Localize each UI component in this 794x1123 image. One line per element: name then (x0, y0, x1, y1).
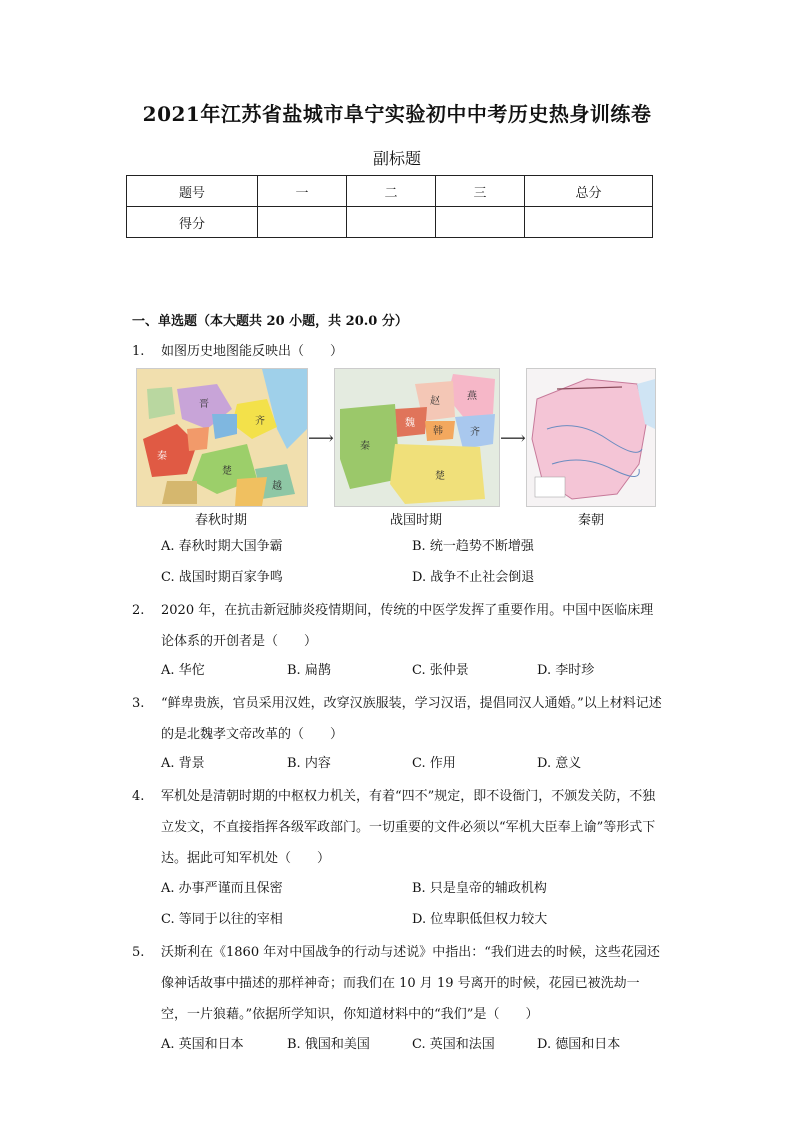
question-1-option-a[interactable]: A. 春秋时期大国争霸 (161, 539, 283, 554)
question-5-option-c[interactable]: C. 英国和法国 (412, 1037, 495, 1052)
question-3-option-a[interactable]: A. 背景 (161, 756, 205, 771)
question-5-option-b[interactable]: B. 俄国和美国 (287, 1037, 370, 1052)
question-number: 2. (132, 603, 145, 618)
question-2-option-a[interactable]: A. 华佗 (161, 663, 205, 678)
map-label-qi: 齐 (255, 416, 265, 427)
question-4-option-a[interactable]: A. 办事严谨而且保密 (161, 881, 283, 896)
map-warring-states-image (335, 369, 499, 506)
question-4-option-d[interactable]: D. 位卑职低但权力较大 (412, 912, 548, 927)
question-5-option-a[interactable]: A. 英国和日本 (161, 1037, 244, 1052)
question-stem: 军机处是清朝时期的中枢权力机关，有着“四不”规定，即不设衙门，不颁发关防，不独立发文，不直接指挥各级军政部门。一切重要的文件必须以“军机大臣奉上谕”等形式下达。据此可知军机处（ ） (161, 789, 656, 866)
question-2-option-b[interactable]: B. 扁鹊 (287, 663, 331, 678)
score-cell (436, 207, 525, 238)
map-label-chu: 楚 (222, 466, 232, 477)
question-5-option-d[interactable]: D. 德国和日本 (537, 1037, 621, 1052)
map-qin-dynasty (526, 368, 656, 507)
map-label-chu: 楚 (435, 471, 445, 482)
score-header-cell: 二 (347, 176, 436, 207)
score-header-cell: 一 (258, 176, 347, 207)
question-stem: 沃斯利在《1860 年对中国战争的行动与述说》中指出：“我们进去的时候，这些花园还像神话故事中描述的那样神奇；而我们在 10 月 19 号离开的时候，花园已被洗劫一空，一片狼藉。”依据所学知识，你知道材料中的“我们”是（ ） (161, 945, 660, 1022)
question-3-option-b[interactable]: B. 内容 (287, 756, 331, 771)
question-stem: 2020 年，在抗击新冠肺炎疫情期间，传统的中医学发挥了重要作用。中国中医临床理论体系的开创者是（ ） (161, 603, 654, 649)
arrow-icon: ⟶ (308, 428, 334, 449)
arrow-icon: ⟶ (500, 428, 526, 449)
question-4-option-b[interactable]: B. 只是皇帝的辅政机构 (412, 881, 547, 896)
map-caption-qin: 秦朝 (577, 513, 604, 528)
map-warring-states (334, 368, 500, 507)
score-header-cell: 题号 (127, 176, 258, 207)
question-stem: 如图历史地图能反映出（ ） (161, 344, 344, 359)
question-1-option-b[interactable]: B. 统一趋势不断增强 (412, 539, 534, 554)
document-subtitle: 副标题 (372, 149, 421, 168)
map-caption-warring-states: 战国时期 (389, 513, 442, 528)
map-label-jin: 晋 (199, 399, 209, 410)
map-label-qin: 秦 (360, 441, 370, 452)
score-header-cell: 三 (436, 176, 525, 207)
map-qin-dynasty-image (527, 369, 655, 506)
section-heading: 一、单选题（本大题共 20 小题，共 20.0 分） (132, 314, 408, 329)
score-cell (525, 207, 653, 238)
map-label-wei: 魏 (405, 418, 415, 429)
score-cell (347, 207, 436, 238)
map-label-han: 韩 (433, 426, 443, 437)
map-spring-autumn (136, 368, 308, 507)
score-header-cell: 总分 (525, 176, 653, 207)
question-3-option-c[interactable]: C. 作用 (412, 756, 456, 771)
score-table (126, 175, 653, 238)
history-map-sequence (136, 368, 656, 528)
map-label-yue: 越 (272, 481, 282, 492)
map-label-yan: 燕 (467, 391, 477, 402)
question-2-option-c[interactable]: C. 张仲景 (412, 663, 469, 678)
map-label-qin: 秦 (157, 451, 167, 462)
question-1-option-c[interactable]: C. 战国时期百家争鸣 (161, 570, 283, 585)
question-4-option-c[interactable]: C. 等同于以往的宰相 (161, 912, 283, 927)
document-title: 2021年江苏省盐城市阜宁实验初中中考历史热身训练卷 (142, 102, 652, 126)
score-table-header-row (127, 176, 653, 207)
question-number: 4. (132, 789, 145, 804)
question-3-option-d[interactable]: D. 意义 (537, 756, 582, 771)
score-cell (258, 207, 347, 238)
question-number: 1. (132, 344, 145, 359)
map-caption-spring-autumn: 春秋时期 (194, 513, 247, 528)
score-row-label: 得分 (127, 207, 258, 238)
map-label-zhao: 赵 (430, 396, 440, 407)
map-spring-autumn-image (137, 369, 307, 506)
question-number: 5. (132, 945, 145, 960)
question-2-option-d[interactable]: D. 李时珍 (537, 663, 595, 678)
score-table-score-row (127, 207, 653, 238)
question-1-option-d[interactable]: D. 战争不止社会倒退 (412, 570, 535, 585)
question-number: 3. (132, 696, 145, 711)
map-label-qi: 齐 (470, 427, 480, 438)
question-stem: “鲜卑贵族，官员采用汉姓，改穿汉族服装，学习汉语，提倡同汉人通婚。”以上材料记述的是北魏孝文帝改革的（ ） (161, 696, 662, 742)
